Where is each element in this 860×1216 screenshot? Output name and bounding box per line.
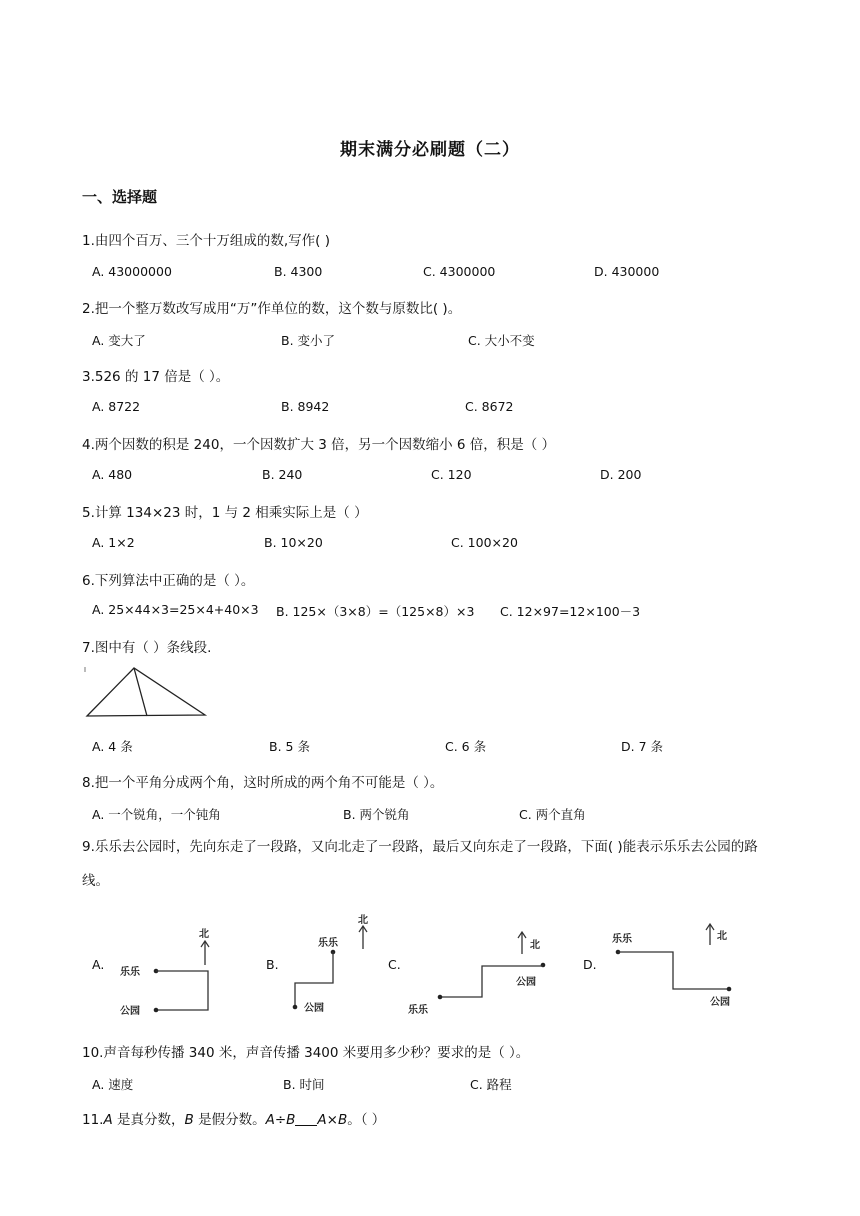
park-label: 公园 xyxy=(710,997,730,1008)
question-10: 10.声音每秒传播 340 米，声音传播 3400 米要用多少秒？要求的是（ ）。 xyxy=(82,1045,530,1061)
lele-label: 乐乐 xyxy=(318,938,338,949)
q9-option-d[interactable]: D. xyxy=(583,957,597,972)
q4-option-c[interactable]: C. 120 xyxy=(431,467,472,482)
question-3: 3.526 的 17 倍是（ ）。 xyxy=(82,369,230,385)
q4-option-b[interactable]: B. 240 xyxy=(262,467,303,482)
q7-option-c[interactable]: C. 6 条 xyxy=(445,739,487,754)
q11-var-b: B xyxy=(184,1112,194,1128)
q2-option-c[interactable]: C. 大小不变 xyxy=(468,333,535,348)
q7-option-d[interactable]: D. 7 条 xyxy=(621,739,663,754)
q5-option-b[interactable]: B. 10×20 xyxy=(264,535,323,550)
route-map-c xyxy=(404,920,564,1020)
question-6: 6.下列算法中正确的是（ ）。 xyxy=(82,573,255,589)
q11-answer-blank[interactable] xyxy=(295,1125,317,1126)
q7-option-a[interactable]: A. 4 条 xyxy=(92,739,133,754)
q3-option-a[interactable]: A. 8722 xyxy=(92,399,141,414)
q6-option-b[interactable]: B. 125×（3×8）=（125×8）×3 xyxy=(276,604,475,619)
q11-text-2: 是假分数。 xyxy=(193,1112,266,1128)
question-1: 1.由四个百万、三个十万组成的数,写作( ) xyxy=(82,233,330,249)
question-8: 8.把一个平角分成两个角，这时所成的两个角不可能是（ ）。 xyxy=(82,775,444,791)
park-label: 公园 xyxy=(304,1003,324,1014)
q10-option-b[interactable]: B. 时间 xyxy=(283,1077,325,1092)
question-11 xyxy=(82,1108,385,1128)
lele-label: 乐乐 xyxy=(120,967,140,978)
q9-option-a[interactable]: A. xyxy=(92,957,105,972)
q11-expr-1: A÷B xyxy=(265,1112,296,1128)
q6-option-c[interactable]: C. 12×97=12×100－3 xyxy=(500,604,641,619)
q10-option-a[interactable]: A. 速度 xyxy=(92,1077,134,1092)
q5-option-c[interactable]: C. 100×20 xyxy=(451,535,518,550)
question-5: 5.计算 134×23 时，1 与 2 相乘实际上是（ ） xyxy=(82,505,368,521)
q7-option-b[interactable]: B. 5 条 xyxy=(269,739,310,754)
section-heading: 一、选择题 xyxy=(82,188,158,206)
q9-option-c[interactable]: C. xyxy=(388,957,401,972)
q4-option-d[interactable]: D. 200 xyxy=(600,467,642,482)
q11-text-1: 是真分数， xyxy=(112,1112,185,1128)
page-title: 期末满分必刷题（二） xyxy=(340,140,520,160)
q1-option-c[interactable]: C. 4300000 xyxy=(423,264,496,279)
q5-option-a[interactable]: A. 1×2 xyxy=(92,535,135,550)
park-label: 公园 xyxy=(516,977,536,988)
q11-var-a: A xyxy=(103,1112,113,1128)
q8-option-c[interactable]: C. 两个直角 xyxy=(519,807,586,822)
triangle-figure xyxy=(82,664,212,722)
q10-option-c[interactable]: C. 路程 xyxy=(470,1077,512,1092)
lele-label: 乐乐 xyxy=(612,934,632,945)
q3-option-c[interactable]: C. 8672 xyxy=(465,399,514,414)
q1-option-d[interactable]: D. 430000 xyxy=(594,264,660,279)
q9-option-b[interactable]: B. xyxy=(266,957,279,972)
route-map-b xyxy=(284,905,384,1023)
north-label: 北 xyxy=(717,931,727,942)
lele-label: 乐乐 xyxy=(408,1005,428,1016)
q4-option-a[interactable]: A. 480 xyxy=(92,467,133,482)
park-label: 公园 xyxy=(120,1006,140,1017)
q8-option-a[interactable]: A. 一个锐角，一个钝角 xyxy=(92,807,221,822)
q2-option-a[interactable]: A. 变大了 xyxy=(92,333,146,348)
north-label: 北 xyxy=(358,915,368,926)
q8-option-b[interactable]: B. 两个锐角 xyxy=(343,807,410,822)
route-map-a xyxy=(110,920,220,1025)
q11-number: 11. xyxy=(82,1112,104,1128)
q1-option-a[interactable]: A. 43000000 xyxy=(92,264,172,279)
q2-option-b[interactable]: B. 变小了 xyxy=(281,333,336,348)
q11-expr-2: A×B xyxy=(317,1112,348,1128)
question-2: 2.把一个整万数改写成用“万”作单位的数，这个数与原数比( )。 xyxy=(82,301,462,317)
question-9: 9.乐乐去公园时，先向东走了一段路，又向北走了一段路，最后又向东走了一段路，下面( )能表示乐乐去公园的路线。 xyxy=(82,839,758,889)
q3-option-b[interactable]: B. 8942 xyxy=(281,399,330,414)
north-label: 北 xyxy=(530,940,540,951)
q1-option-b[interactable]: B. 4300 xyxy=(274,264,323,279)
north-label: 北 xyxy=(199,929,209,940)
question-4: 4.两个因数的积是 240，一个因数扩大 3 倍，另一个因数缩小 6 倍，积是（ ） xyxy=(82,437,556,453)
q11-text-3: 。（ ） xyxy=(347,1112,386,1128)
route-map-d xyxy=(600,915,750,1015)
question-7: 7.图中有（ ）条线段. xyxy=(82,640,212,656)
q6-option-a[interactable]: A. 25×44×3=25×4+40×3 xyxy=(92,602,259,617)
